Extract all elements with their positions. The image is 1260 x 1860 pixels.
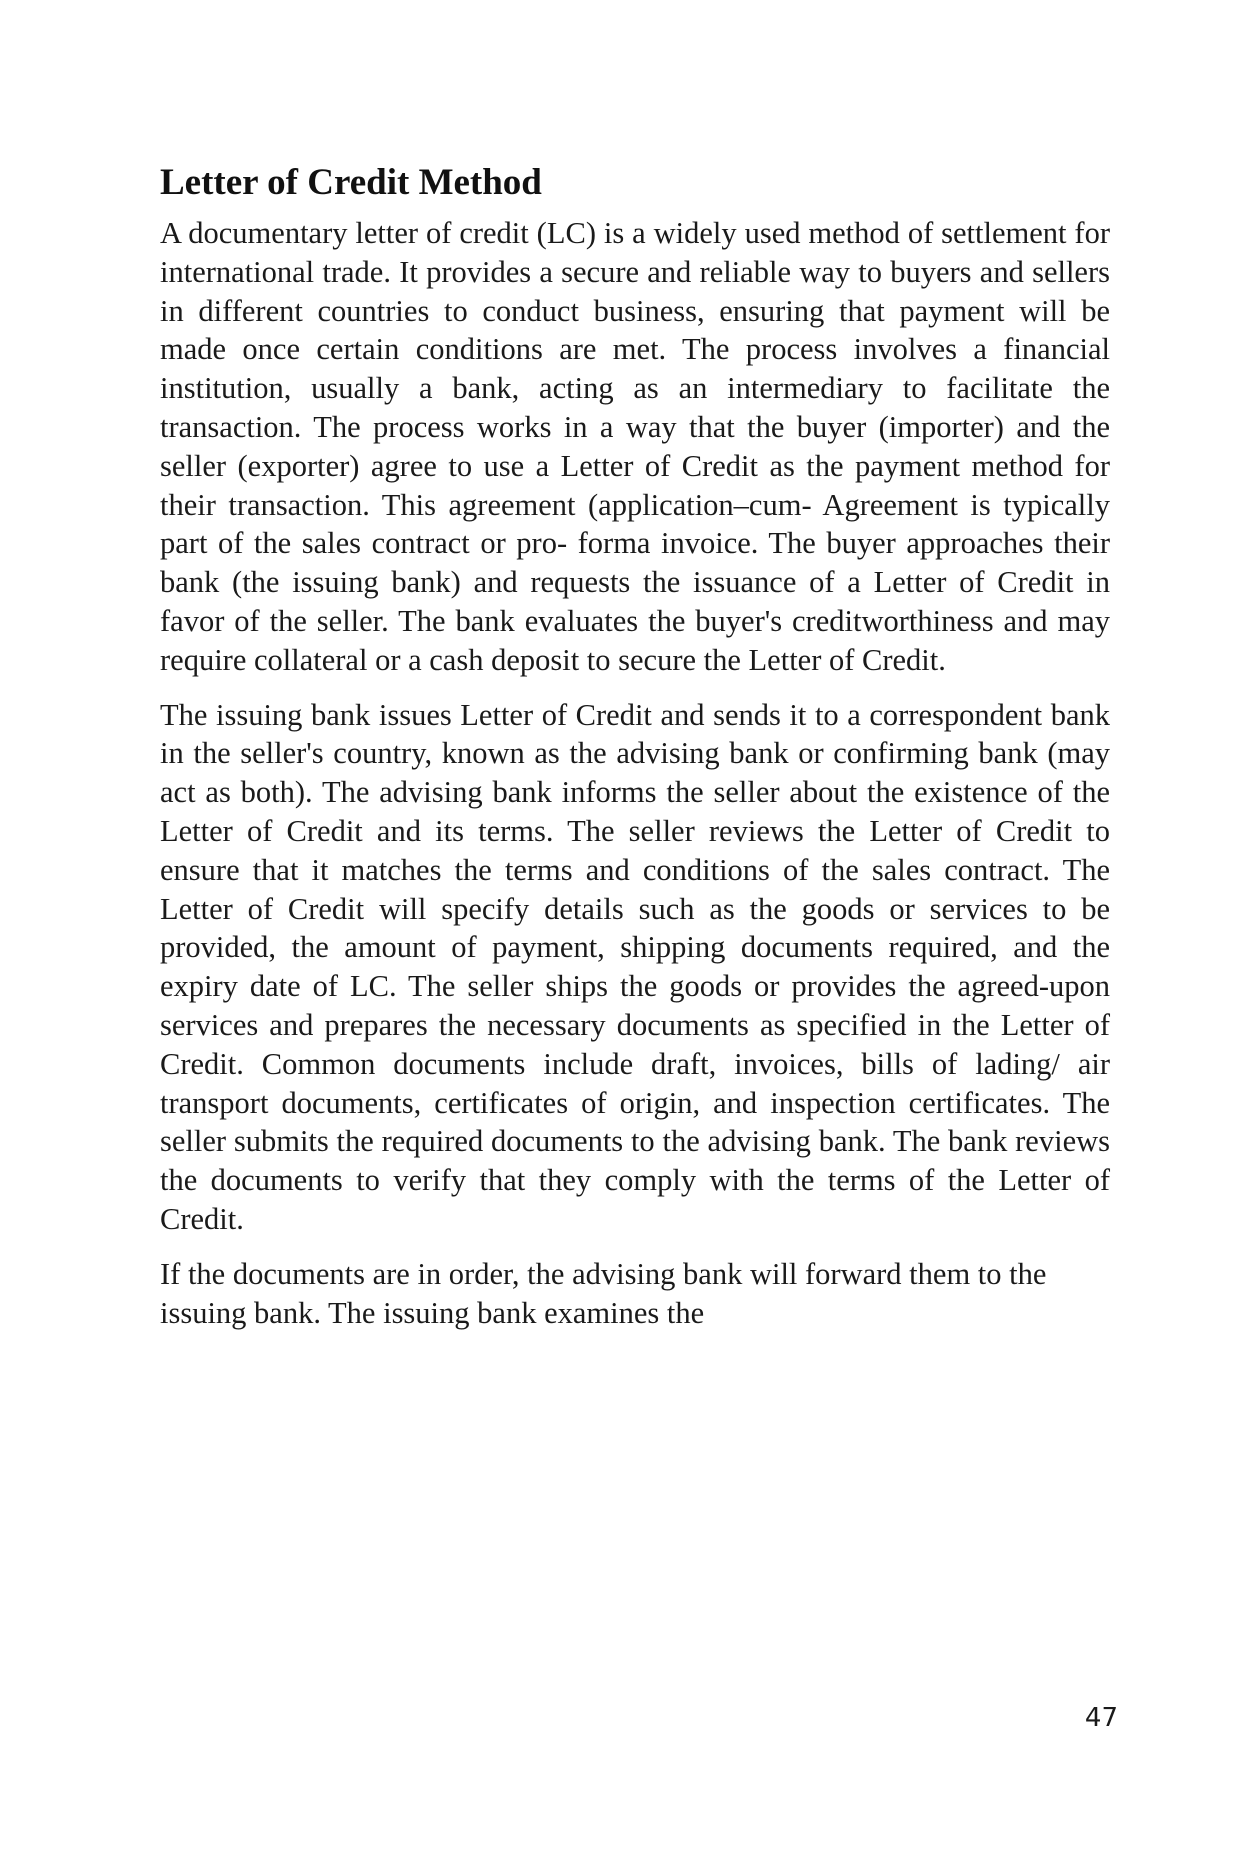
paragraph-3: If the documents are in order, the advising bank will forward them to the issuing bank. The issuing bank examines the: [160, 1256, 1047, 1330]
page-content: [160, 162, 1110, 1348]
page-number: 47: [1084, 1703, 1118, 1733]
paragraph-1: A documentary letter of credit (LC) is a widely used method of settlement for international trade. It provides a secure and reliable way to buyers and sellers in different countries to conduct business, ensuring that payment will be made once certain conditions are met. The process involves a financial institution, usually a bank, acting as an intermediary to facilitate the transaction. The process works in a way that the buyer (importer) and the seller (exporter) agree to use a Letter of Credit as the payment method for their transaction. This agreement (application–cum- Agreement is typically part of the sales contract or pro- forma invoice. The buyer approaches their bank (the issuing bank) and requests the issuance of a Letter of Credit in favor of the seller. The bank evaluates the buyer's creditworthiness and may require collateral or a cash deposit to secure the Letter of Credit.: [160, 216, 1110, 677]
paragraph-2: The issuing bank issues Letter of Credit and sends it to a correspondent bank in the seller's country, known as the advising bank or confirming bank (may act as both). The advising bank informs the seller about the existence of the Letter of Credit and its terms. The seller reviews the Letter of Credit to ensure that it matches the terms and conditions of the sales contract. The Letter of Credit will specify details such as the goods or services to be provided, the amount of payment, shipping documents required, and the expiry date of LC. The seller ships the goods or provides the agreed-upon services and prepares the necessary documents as specified in the Letter of Credit. Common documents include draft, invoices, bills of lading/ air transport documents, certificates of origin, and inspection certificates. The seller submits the required documents to the advising bank. The bank reviews the documents to verify that they comply with the terms of the Letter of Credit.: [160, 697, 1110, 1236]
section-heading: Letter of Credit Method: [160, 162, 542, 203]
